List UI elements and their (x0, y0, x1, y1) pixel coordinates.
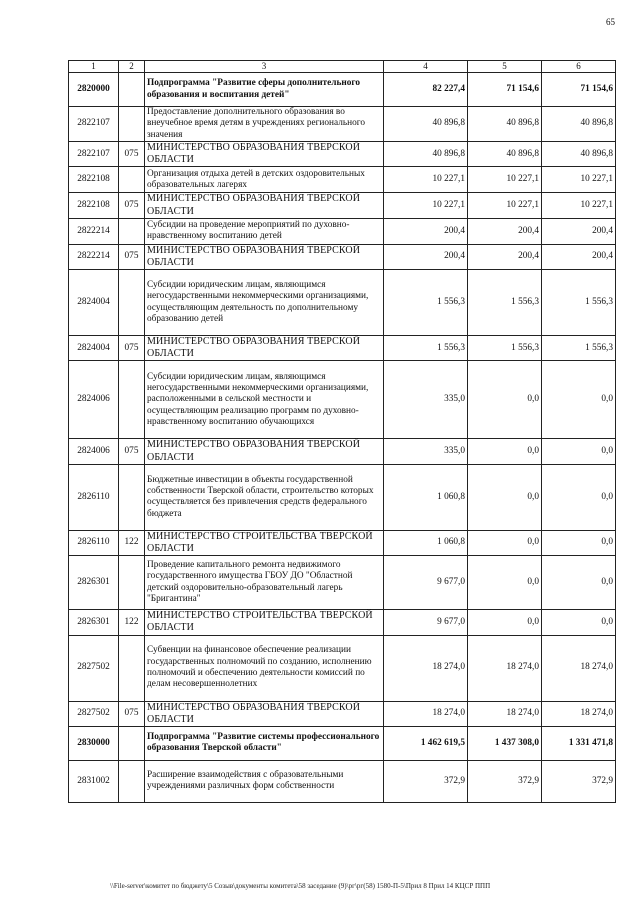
amount-column-6: 10 227,1 (542, 193, 616, 218)
table-row (69, 556, 616, 610)
amount-column-4: 9 677,0 (384, 610, 468, 635)
item-name: МИНИСТЕРСТВО ОБРАЗОВАНИЯ ТВЕРСКОЙ ОБЛАСТИ (145, 701, 384, 726)
item-name: МИНИСТЕРСТВО СТРОИТЕЛЬСТВА ТВЕРСКОЙ ОБЛАСТИ (145, 610, 384, 635)
amount-column-4: 1 060,8 (384, 530, 468, 555)
classification-code: 2824004 (69, 336, 119, 361)
classification-code: 2822214 (69, 218, 119, 244)
item-name: Организация отдыха детей в детских оздоровительных образовательных лагерях (145, 167, 384, 193)
item-name: МИНИСТЕРСТВО СТРОИТЕЛЬСТВА ТВЕРСКОЙ ОБЛАСТИ (145, 530, 384, 555)
amount-column-5: 40 896,8 (468, 141, 542, 166)
classification-code: 2824006 (69, 439, 119, 464)
amount-column-4: 1 462 619,5 (384, 726, 468, 760)
classification-code: 2826301 (69, 556, 119, 610)
table-row (69, 218, 616, 244)
table-row (69, 244, 616, 269)
department-code: 122 (119, 610, 145, 635)
amount-column-5: 200,4 (468, 244, 542, 269)
item-name: Субвенции на финансовое обеспечение реализации государственных полномочий по созданию, исполнению полномочий и обеспечению деятельности комиссий по делам несовершеннолетних (145, 635, 384, 701)
amount-column-5: 1 556,3 (468, 336, 542, 361)
item-name: Субсидии на проведение мероприятий по духовно-нравственному воспитанию детей (145, 218, 384, 244)
table-row (69, 635, 616, 701)
classification-code: 2831002 (69, 760, 119, 802)
table-row (69, 336, 616, 361)
department-code (119, 760, 145, 802)
amount-column-6: 18 274,0 (542, 635, 616, 701)
amount-column-5: 0,0 (468, 361, 542, 439)
column-header: 5 (468, 61, 542, 73)
table-row (69, 760, 616, 802)
amount-column-4: 372,9 (384, 760, 468, 802)
amount-column-6: 0,0 (542, 530, 616, 555)
amount-column-6: 1 556,3 (542, 336, 616, 361)
item-name: МИНИСТЕРСТВО ОБРАЗОВАНИЯ ТВЕРСКОЙ ОБЛАСТИ (145, 244, 384, 269)
department-code: 075 (119, 141, 145, 166)
classification-code: 2830000 (69, 726, 119, 760)
amount-column-4: 40 896,8 (384, 141, 468, 166)
amount-column-6: 40 896,8 (542, 107, 616, 142)
amount-column-5: 10 227,1 (468, 167, 542, 193)
table-row (69, 530, 616, 555)
amount-column-6: 200,4 (542, 244, 616, 269)
table-row (69, 439, 616, 464)
item-name: Предоставление дополнительного образования во внеучебное время детям в учреждениях регионального значения (145, 107, 384, 142)
amount-column-4: 1 060,8 (384, 464, 468, 530)
table-row (69, 73, 616, 107)
column-header: 6 (542, 61, 616, 73)
amount-column-6: 18 274,0 (542, 701, 616, 726)
department-code: 075 (119, 701, 145, 726)
amount-column-5: 1 556,3 (468, 270, 542, 336)
amount-column-6: 71 154,6 (542, 73, 616, 107)
classification-code: 2826110 (69, 464, 119, 530)
classification-code: 2827502 (69, 701, 119, 726)
classification-code: 2826301 (69, 610, 119, 635)
table-row (69, 193, 616, 218)
amount-column-4: 10 227,1 (384, 167, 468, 193)
item-name: Субсидии юридическим лицам, являющимся негосударственными некоммерческими организациями, осуществляющим деятельность по дополнительному образованию детей (145, 270, 384, 336)
item-name: Подпрограмма "Развитие сферы дополнительного образования и воспитания детей" (145, 73, 384, 107)
amount-column-5: 0,0 (468, 556, 542, 610)
classification-code: 2822108 (69, 167, 119, 193)
amount-column-5: 0,0 (468, 610, 542, 635)
amount-column-5: 372,9 (468, 760, 542, 802)
column-header: 1 (69, 61, 119, 73)
department-code (119, 167, 145, 193)
amount-column-5: 0,0 (468, 530, 542, 555)
item-name: Субсидии юридическим лицам, являющимся негосударственными некоммерческими организациями, расположенными в сельской местности и осуществляющим реализацию программ по духовно-нравственному воспитанию обучающихся (145, 361, 384, 439)
item-name: МИНИСТЕРСТВО ОБРАЗОВАНИЯ ТВЕРСКОЙ ОБЛАСТИ (145, 141, 384, 166)
amount-column-4: 82 227,4 (384, 73, 468, 107)
amount-column-5: 1 437 308,0 (468, 726, 542, 760)
table-row (69, 726, 616, 760)
amount-column-6: 0,0 (542, 361, 616, 439)
amount-column-6: 10 227,1 (542, 167, 616, 193)
amount-column-5: 40 896,8 (468, 107, 542, 142)
department-code: 122 (119, 530, 145, 555)
item-name: Расширение взаимодействия с образовательными учреждениями различных форм собственности (145, 760, 384, 802)
amount-column-6: 372,9 (542, 760, 616, 802)
amount-column-5: 71 154,6 (468, 73, 542, 107)
amount-column-4: 1 556,3 (384, 270, 468, 336)
amount-column-5: 0,0 (468, 464, 542, 530)
classification-code: 2822107 (69, 141, 119, 166)
table-row (69, 107, 616, 142)
table-row (69, 361, 616, 439)
amount-column-5: 200,4 (468, 218, 542, 244)
department-code (119, 726, 145, 760)
amount-column-6: 0,0 (542, 610, 616, 635)
amount-column-4: 200,4 (384, 244, 468, 269)
budget-table (68, 60, 616, 803)
amount-column-5: 18 274,0 (468, 635, 542, 701)
table-row (69, 610, 616, 635)
file-path-footer: \\File-server\комитет по бюджету\5 Созыв\документы комитета\58 заседание (9)\рг\рг(58) 1580-П-5\Прил 8 Прил 14 КЦСР ППП (110, 882, 491, 890)
item-name: Проведение капитального ремонта недвижимого государственного имущества ГБОУ ДО "Областной детский оздоровительно-образовательный лагерь "Бригантина" (145, 556, 384, 610)
department-code: 075 (119, 439, 145, 464)
amount-column-4: 9 677,0 (384, 556, 468, 610)
amount-column-4: 40 896,8 (384, 107, 468, 142)
department-code (119, 218, 145, 244)
amount-column-4: 335,0 (384, 439, 468, 464)
item-name: МИНИСТЕРСТВО ОБРАЗОВАНИЯ ТВЕРСКОЙ ОБЛАСТИ (145, 193, 384, 218)
department-code (119, 73, 145, 107)
item-name: МИНИСТЕРСТВО ОБРАЗОВАНИЯ ТВЕРСКОЙ ОБЛАСТИ (145, 336, 384, 361)
table-header-row (69, 61, 616, 73)
department-code (119, 635, 145, 701)
amount-column-4: 335,0 (384, 361, 468, 439)
amount-column-5: 10 227,1 (468, 193, 542, 218)
amount-column-6: 0,0 (542, 439, 616, 464)
department-code (119, 361, 145, 439)
column-header: 4 (384, 61, 468, 73)
classification-code: 2826110 (69, 530, 119, 555)
classification-code: 2824004 (69, 270, 119, 336)
table-row (69, 464, 616, 530)
amount-column-4: 200,4 (384, 218, 468, 244)
amount-column-6: 1 556,3 (542, 270, 616, 336)
item-name: Подпрограмма "Развитие системы профессионального образования Тверской области" (145, 726, 384, 760)
amount-column-6: 1 331 471,8 (542, 726, 616, 760)
department-code: 075 (119, 244, 145, 269)
table-row (69, 270, 616, 336)
classification-code: 2827502 (69, 635, 119, 701)
department-code: 075 (119, 193, 145, 218)
amount-column-4: 10 227,1 (384, 193, 468, 218)
amount-column-4: 18 274,0 (384, 701, 468, 726)
amount-column-4: 1 556,3 (384, 336, 468, 361)
column-header: 3 (145, 61, 384, 73)
department-code (119, 270, 145, 336)
table-row (69, 141, 616, 166)
amount-column-5: 0,0 (468, 439, 542, 464)
amount-column-5: 18 274,0 (468, 701, 542, 726)
page-number: 65 (606, 17, 615, 27)
department-code (119, 107, 145, 142)
column-header: 2 (119, 61, 145, 73)
item-name: Бюджетные инвестиции в объекты государственной собственности Тверской области, строительство которых осуществляется без привлечения средств федерального бюджета (145, 464, 384, 530)
classification-code: 2822108 (69, 193, 119, 218)
item-name: МИНИСТЕРСТВО ОБРАЗОВАНИЯ ТВЕРСКОЙ ОБЛАСТИ (145, 439, 384, 464)
department-code (119, 556, 145, 610)
amount-column-6: 200,4 (542, 218, 616, 244)
classification-code: 2822107 (69, 107, 119, 142)
amount-column-6: 40 896,8 (542, 141, 616, 166)
amount-column-4: 18 274,0 (384, 635, 468, 701)
amount-column-6: 0,0 (542, 464, 616, 530)
table-row (69, 701, 616, 726)
table-row (69, 167, 616, 193)
classification-code: 2822214 (69, 244, 119, 269)
amount-column-6: 0,0 (542, 556, 616, 610)
classification-code: 2820000 (69, 73, 119, 107)
department-code: 075 (119, 336, 145, 361)
classification-code: 2824006 (69, 361, 119, 439)
department-code (119, 464, 145, 530)
